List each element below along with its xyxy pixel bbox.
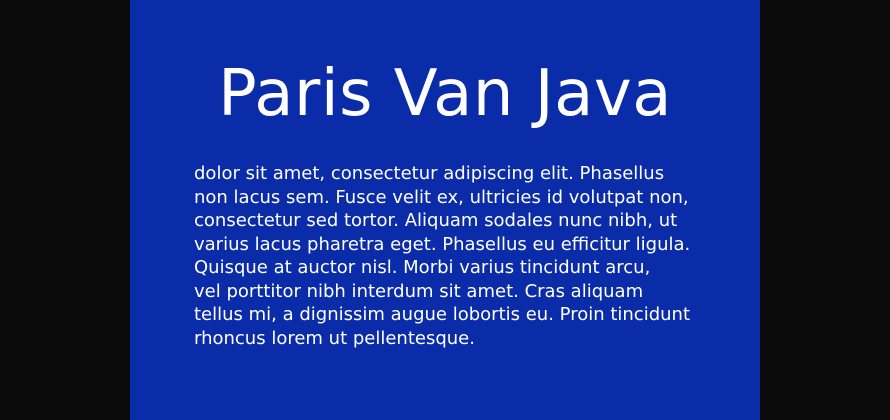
sample-line: consectetur sed tortor. Aliquam sodales nunc nibh, ut [194, 210, 678, 231]
sample-line: rhoncus lorem ut pellentesque. [194, 327, 475, 349]
sample-line: tellus mi, a dignissim augue lobortis eu. Proin tincidunt [194, 304, 691, 325]
sample-line: vel porttitor nibh interdum sit amet. Cras aliquam [194, 280, 644, 302]
font-preview-panel [130, 0, 760, 420]
sample-line: Quisque at auctor nisl. Morbi varius tincidunt arcu, [194, 257, 651, 278]
sample-line: non lacus sem. Fusce velit ex, ultricies id volutpat non, [194, 186, 689, 208]
font-name-title: Paris Van Java [218, 57, 672, 131]
sample-line: dolor sit amet, consectetur adipiscing elit. Phasellus [194, 163, 665, 184]
sample-line: varius lacus pharetra eget. Phasellus eu efficitur ligula. [194, 233, 691, 255]
sample-paragraph [194, 162, 714, 350]
